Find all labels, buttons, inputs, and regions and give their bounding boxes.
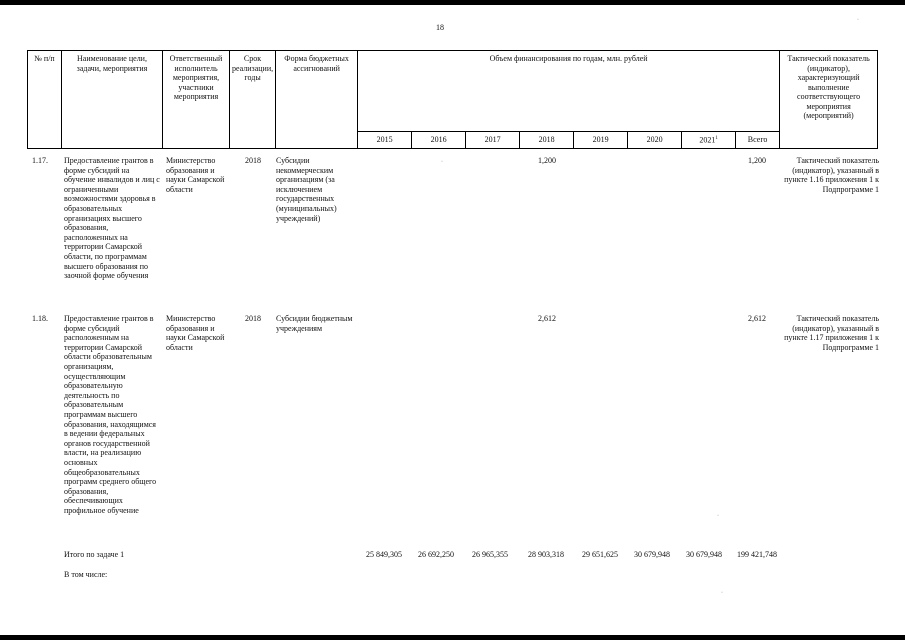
header-year: 2017 — [466, 132, 520, 149]
row-budget-form: Субсидии некоммерческим организациям (за исключением государственных (муниципальных) учреждений) — [276, 156, 337, 223]
header-name: Наименование цели, задачи, мероприятия — [62, 51, 163, 149]
header-form: Форма бюджетных ассигнований — [276, 51, 358, 149]
header-year: 2016 — [412, 132, 466, 149]
totals-value: 25 849,305 — [366, 550, 402, 559]
row-activity-name: Предоставление грантов в форме субсидий на обучение инвалидов и лиц с ограниченными возможностями здоровья в образовательных организациях высшего образования, расположенных на территории Самарской области, по программам высшего образования по заочной форме обучения — [64, 156, 160, 281]
including-label: В том числе: — [64, 570, 108, 579]
scan-speck: · — [857, 17, 859, 23]
totals-value: 28 903,318 — [528, 550, 564, 559]
row-indicator: Тактический показатель (индикатор), указанный в пункте 1.16 приложения 1 к Подпрограмме 1 — [784, 156, 879, 194]
row-value-2018: 1,200 — [538, 156, 556, 165]
row-indicator: Тактический показатель (индикатор), указанный в пункте 1.17 приложения 1 к Подпрограмме 1 — [784, 314, 879, 352]
program-table-header — [27, 50, 878, 149]
header-num: № п/п — [28, 51, 62, 149]
bottom-border — [0, 635, 905, 640]
scan-speck: · — [717, 513, 719, 519]
row-budget-form: Субсидии бюджетным учреждениям — [276, 314, 353, 333]
top-border — [0, 0, 905, 5]
scan-speck: · — [721, 590, 723, 596]
row-value-2018: 2,612 — [538, 314, 556, 323]
row-activity-name: Предоставление грантов в форме субсидий расположенным на территории Самарской области образовательным организациям, осуществляющим образовательную деятельность по образовательным программам высшего образования, находящимся в ведении федеральных органов государственной власти, на реализацию основных общеобразовательных программ среднего общего образования, обеспечивающих профильное обучение — [64, 314, 157, 515]
totals-value: 30 679,948 — [686, 550, 722, 559]
row-number: 1.18. — [32, 314, 48, 323]
row-term: 2018 — [245, 314, 261, 323]
row-value-total: 2,612 — [748, 314, 766, 323]
totals-value-total: 199 421,748 — [737, 550, 777, 559]
scan-speck: · — [441, 159, 443, 165]
row-term: 2018 — [245, 156, 261, 165]
totals-value: 26 692,250 — [418, 550, 454, 559]
totals-label: Итого по задаче 1 — [64, 550, 125, 559]
totals-value: 29 651,625 — [582, 550, 618, 559]
header-term: Срок реализации, годы — [230, 51, 276, 149]
row-number: 1.17. — [32, 156, 48, 165]
header-year: 2020 — [628, 132, 682, 149]
totals-value: 26 965,355 — [472, 550, 508, 559]
row-value-total: 1,200 — [748, 156, 766, 165]
year-2021-label: 2021 — [699, 136, 716, 146]
header-total: Всего — [736, 132, 780, 149]
header-executor: Ответственный исполнитель мероприятия, участники мероприятия — [163, 51, 230, 149]
header-year: 2018 — [520, 132, 574, 149]
header-year — [682, 132, 736, 149]
totals-value: 30 679,948 — [634, 550, 670, 559]
page-number: 18 — [436, 23, 444, 32]
header-funding: Объем финансирования по годам, млн. рублей — [358, 51, 780, 132]
header-year: 2019 — [574, 132, 628, 149]
footnote-marker: 1 — [715, 136, 718, 142]
row-executor: Министерство образования и науки Самарской области — [166, 156, 225, 194]
header-indicator: Тактический показатель (индикатор), характеризующий выполнение соответствующего мероприятия (мероприятий) — [780, 51, 878, 149]
header-year: 2015 — [358, 132, 412, 149]
row-executor: Министерство образования и науки Самарской области — [166, 314, 225, 352]
